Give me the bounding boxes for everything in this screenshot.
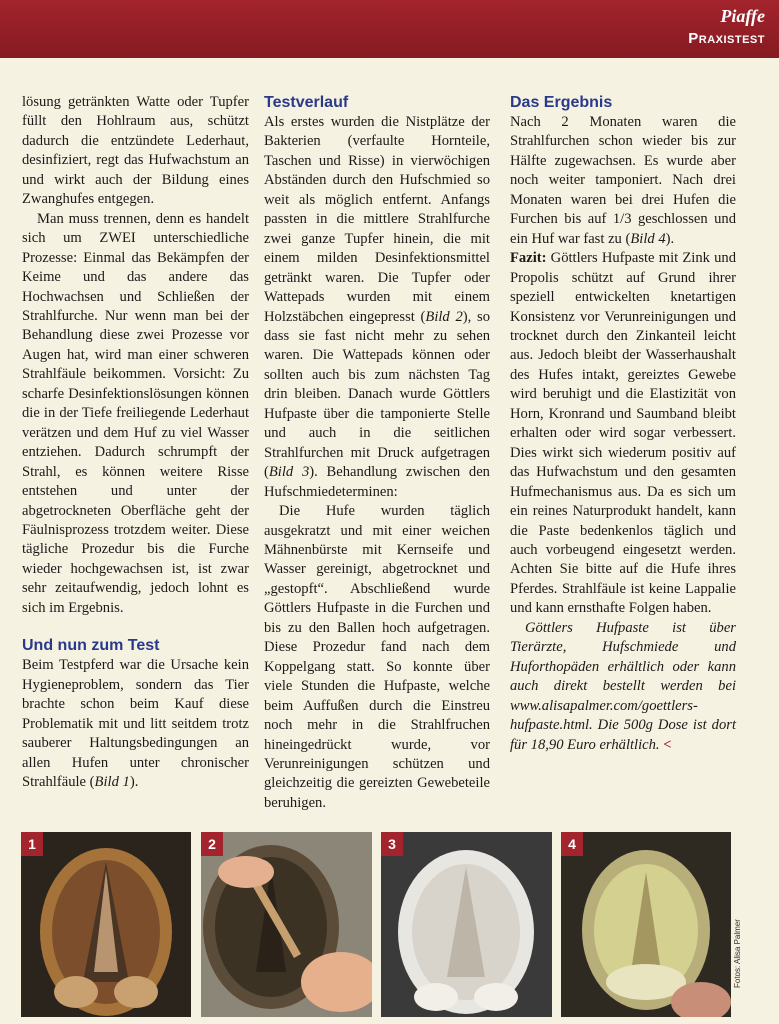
column-1 bbox=[22, 93, 249, 792]
photo-credit: Fotos: Alisa Palmer bbox=[733, 919, 742, 988]
magazine-name: Piaffe bbox=[720, 6, 765, 26]
image-reference: Bild 3 bbox=[268, 464, 310, 481]
heading-testverlauf: Testverlauf bbox=[264, 94, 349, 111]
heading-und-nun-zum-test: Und nun zum Test bbox=[22, 637, 160, 655]
col2-paragraph-1: Als erstes wurden die Nistplätze der Bakterien (verfaulte Hornteile, Taschen und Risse) in vierwöchigen Abständen durch den Hufschmied so weit als möglich entfernt. Anfangs passten in die mittlere Strahlfurche zwei ganze Tupfer hinein, die mit einem milden Desinfektionsmittel getränkt waren. Die Tupfer oder Wattepads wurden mit einem Holzstäbchen eingepresst (Bild 2), so dass sie fast nicht mehr zu sehen waren. Die Wattepads können oder sollten auch bis zum nächsten Tag drin bleiben. Danach wurde Göttlers Hufpaste über die tamponierte Stelle und auch in die seitlichen Strahlfurchen mit Druck aufgetragen (Bild 3). Behandlung zwischen den Hufschmiedeterminen: bbox=[264, 114, 490, 500]
photo-2-hoof bbox=[201, 832, 372, 1017]
image-reference: Bild 4 bbox=[630, 230, 666, 247]
photo-3-hoof bbox=[381, 832, 552, 1017]
col1-paragraph-1: lösung getränkten Watte oder Tupfer füllt den Hohlraum aus, schützt dadurch die entzündete Lederhaut, desinfiziert, regt das Hufwachstum an und wirkt auch der Bildung eines Zwanghufes entgegen. bbox=[22, 94, 249, 208]
image-reference: Bild 2 bbox=[425, 308, 463, 325]
column-3 bbox=[510, 93, 736, 755]
col1-paragraph-2: Man muss trennen, denn es handelt sich um ZWEI unterschiedliche Prozesse: Einmal das Bekämpfen der Keime und das andere das Hochwachsen und Schließen der Strahlfurche. Nur wenn man bei der Behandlung diese zwei Prozesse vor Augen hat, wird man einer schweren Strahlfäule beikommen. Vorsicht: Zu scharfe Desinfektionslösungen können die in der Tiefe freiliegende Lederhaut verätzen und dem Huf zu viel Wasser entziehen. Dadurch schrumpft der Strahl, es können weitere Risse entstehen und unter der abgetrockneten Oberfläche geht der Fäulnisprozess trotzdem weiter. Diese tägliche Prozedur bis die Furche wieder hochgewachsen ist, ist zwar sehr zeitaufwendig, jedoch lohnt es sich im Ergebnis. bbox=[22, 210, 249, 616]
col1-paragraph-3: Beim Testpferd war die Ursache kein Hygieneproblem, sondern das Tier brachte schon beim Kauf diese Problematik mit und litt seitdem trotz sauberer Haltungsbedingungen an allen Hufen unter chronischer Strahlfäule (Bild 1). bbox=[22, 657, 249, 790]
photo-number: 2 bbox=[201, 832, 223, 856]
photo-number: 1 bbox=[21, 832, 43, 856]
photo-4-hoof bbox=[561, 832, 731, 1017]
section-title: Praxistest bbox=[688, 30, 765, 47]
product-info: Göttlers Hufpaste ist über Tierärzte, Hufschmiede und Huforthopäden erhältlich oder kann auch direkt bestellt werden bei www.alisapalmer.com/goettlers-hufpaste.html. Die 500g Dose ist dort für 18,90 Euro erhältlich. < bbox=[510, 619, 736, 753]
heading-das-ergebnis: Das Ergebnis bbox=[510, 94, 613, 111]
column-2 bbox=[264, 93, 490, 813]
page-header bbox=[0, 0, 779, 58]
col3-paragraph-1: Nach 2 Monaten waren die Strahlfurchen schon wieder bis zur Hälfte zugewachsen. Es wurde aber noch weiter tamponiert. Nach drei Monaten waren bei drei Hufen die Furchen bis auf 1/3 geschlossen und ein Huf war fast zu (Bild 4). bbox=[510, 114, 736, 247]
col2-paragraph-2: Die Hufe wurden täglich ausgekratzt und mit einer weichen Mähnenbürste mit Kernseife und Wasser gereinigt, abgetrocknet und „gestopft“. Abschließend wurde Göttlers Hufpaste in die Furchen und bis zu den Ballen hoch aufgetragen. Diese Prozedur fand nach dem Koppelgang statt. So konnte über viele Stunden die Hufpaste, welche beim Auffußen durch die Einstreu noch mehr in die Strahlfruchen hineingedrückt wurde, vor Verunreinigungen schützen und gleichzeitig die gereizten Gewebeteile beruhigen. bbox=[264, 503, 490, 811]
photo-number: 3 bbox=[381, 832, 403, 856]
image-reference: Bild 1 bbox=[94, 773, 130, 790]
photo-1-hoof bbox=[21, 832, 191, 1017]
end-mark: < bbox=[663, 736, 672, 753]
fazit-label: Fazit: bbox=[510, 250, 547, 267]
col3-fazit: Fazit: Göttlers Hufpaste mit Zink und Propolis schützt auf Grund ihrer speziell entwickelten knetartigen Konsistenz vor Verunreinigungen und trocknet durch den Zinkanteil leicht aus. Jedoch bleibt der Wasserhaushalt des Hufes intakt, gereiztes Gewebe wird beruhigt und die Elastizität von Horn, Kronrand und Saumband bleibt erhalten oder wird sogar verbessert. Dies wirkt sich wiederum positiv auf das Hufwachstum und den gesamten Hufmechanismus aus. Da es sich um ein reines Naturprodukt handelt, kann die Paste bedenkenlos täglich und auch vorbeugend eingesetzt werden. Achten Sie bitte auf die Hufe ihres Pferdes. Strahlfäule ist keine Lappalie und kann ernsthafte Folgen haben. bbox=[510, 250, 736, 617]
photo-number: 4 bbox=[561, 832, 583, 856]
